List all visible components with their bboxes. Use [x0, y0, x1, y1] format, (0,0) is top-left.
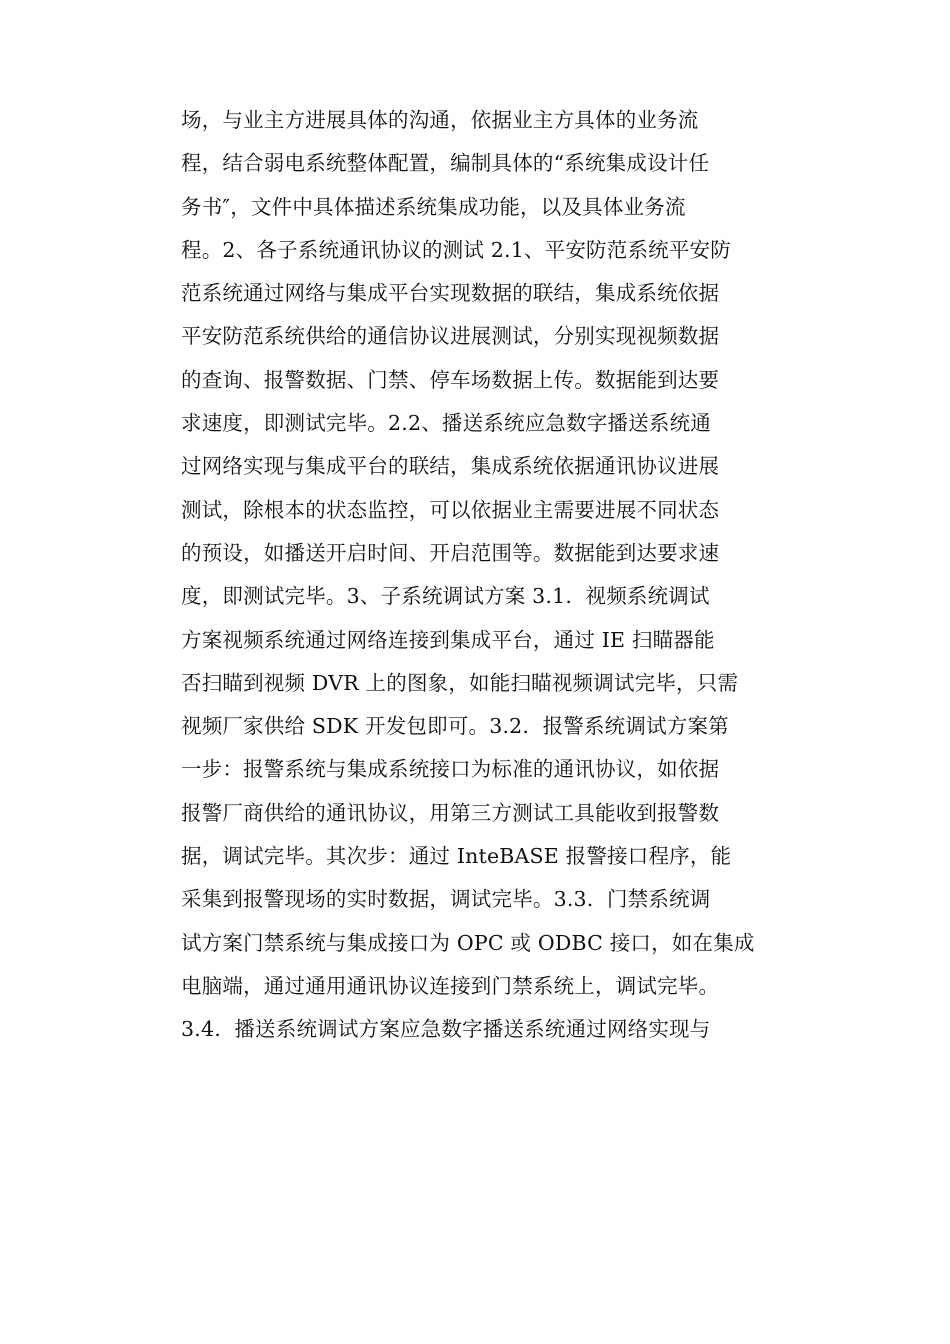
text-line: 电脑端，通过通用通讯协议连接到门禁系统上，调试完毕。	[181, 973, 720, 998]
text-line: 方案视频系统通过网络连接到集成平台，通过 IE 扫瞄器能	[181, 627, 715, 652]
text-line: 范系统通过网络与集成平台实现数据的联结，集成系统依据	[181, 281, 720, 306]
text-line: 务书″，文件中具体描述系统集成功能，以及具体业务流	[181, 194, 686, 219]
text-line: 度，即测试完毕。3、子系统调试方案 3.1. 视频系统调试	[181, 584, 710, 609]
text-line: 程。2、各子系统通讯协议的测试 2.1、平安防范系统平安防	[181, 237, 731, 262]
text-line: 求速度，即测试完毕。2.2、播送系统应急数字播送系统通	[181, 411, 712, 436]
text-line: 过网络实现与集成平台的联结，集成系统依据通讯协议进展	[181, 454, 720, 479]
text-line: 视频厂家供给 SDK 开发包即可。3.2. 报警系统调试方案第	[181, 714, 729, 739]
body-text	[181, 102, 781, 1055]
text-line: 的预设，如播送开启时间、开启范围等。数据能到达要求速	[181, 540, 720, 565]
text-line: 程，结合弱电系统整体配置，编制具体的“系统集成设计任	[181, 151, 710, 176]
text-line: 据，调试完毕。其次步：通过 InteBASE 报警接口程序，能	[181, 844, 732, 869]
text-line: 报警厂商供给的通讯协议，用第三方测试工具能收到报警数	[181, 800, 720, 825]
text-line: 否扫瞄到视频 DVR 上的图象，如能扫瞄视频调试完毕，只需	[181, 670, 739, 695]
text-line: 平安防范系统供给的通信协议进展测试，分别实现视频数据	[181, 324, 720, 349]
text-line: 采集到报警现场的实时数据，调试完毕。3.3. 门禁系统调	[181, 887, 711, 912]
text-line: 测试，除根本的状态监控，可以依据业主需要进展不同状态	[181, 497, 720, 522]
text-line: 试方案门禁系统与集成接口为 OPC 或 ODBC 接口，如在集成	[181, 930, 755, 955]
text-line: 场，与业主方进展具体的沟通，依据业主方具体的业务流	[181, 108, 699, 132]
text-line: 的查询、报警数据、门禁、停车场数据上传。数据能到达要	[181, 367, 720, 392]
text-line: 3.4. 播送系统调试方案应急数字播送系统通过网络实现与	[181, 1017, 711, 1042]
text-line: 一步：报警系统与集成系统接口为标准的通讯协议，如依据	[181, 757, 720, 782]
